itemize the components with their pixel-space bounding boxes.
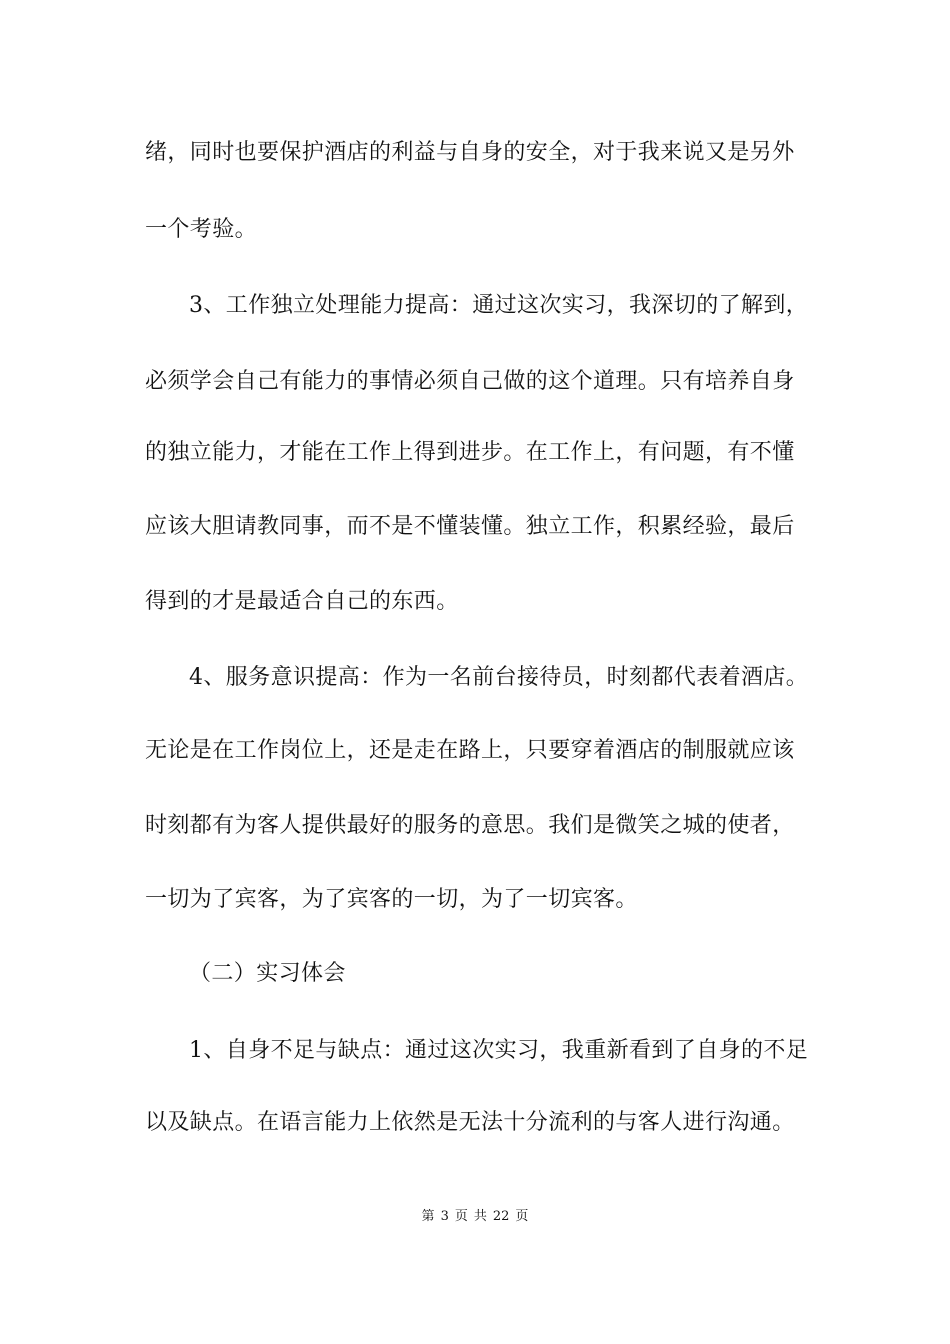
paragraph-first-line: 1、自身不足与缺点：通过这次实习，我重新看到了自身的不足 <box>189 1038 809 1063</box>
text-line: 必须学会自己有能力的事情必须自己做的这个道理。只有培养自身 <box>145 369 795 394</box>
text-line: 时刻都有为客人提供最好的服务的意思。我们是微笑之城的使者， <box>145 813 795 838</box>
page-footer <box>0 1208 950 1226</box>
text-line: 以及缺点。在语言能力上依然是无法十分流利的与客人进行沟通。 <box>145 1110 795 1135</box>
text-line: 无论是在工作岗位上，还是走在路上，只要穿着酒店的制服就应该 <box>145 738 795 763</box>
text-line: 得到的才是最适合自己的东西。 <box>145 589 459 614</box>
text-line: 一个考验。 <box>145 217 258 242</box>
text-line: 绪，同时也要保护酒店的利益与自身的安全，对于我来说又是另外 <box>145 140 795 165</box>
footer-suffix: 页 <box>515 1209 529 1224</box>
footer-total-word: 共 <box>473 1209 487 1224</box>
text-line: 一切为了宾客，为了宾客的一切，为了一切宾客。 <box>145 887 638 912</box>
section-heading: （二）实习体会 <box>189 961 346 986</box>
footer-total-pages: 22 <box>492 1209 510 1224</box>
text-line: 应该大胆请教同事，而不是不懂装懂。独立工作，积累经验，最后 <box>145 514 795 539</box>
footer-current-page: 3 <box>440 1209 449 1224</box>
paragraph-first-line: 4、服务意识提高：作为一名前台接待员，时刻都代表着酒店。 <box>189 665 809 690</box>
paragraph-first-line: 3、工作独立处理能力提高：通过这次实习，我深切的了解到， <box>189 293 809 318</box>
footer-page-word: 页 <box>454 1209 468 1224</box>
text-line: 的独立能力，才能在工作上得到进步。在工作上，有问题，有不懂 <box>145 440 795 465</box>
footer-prefix: 第 <box>421 1209 435 1224</box>
